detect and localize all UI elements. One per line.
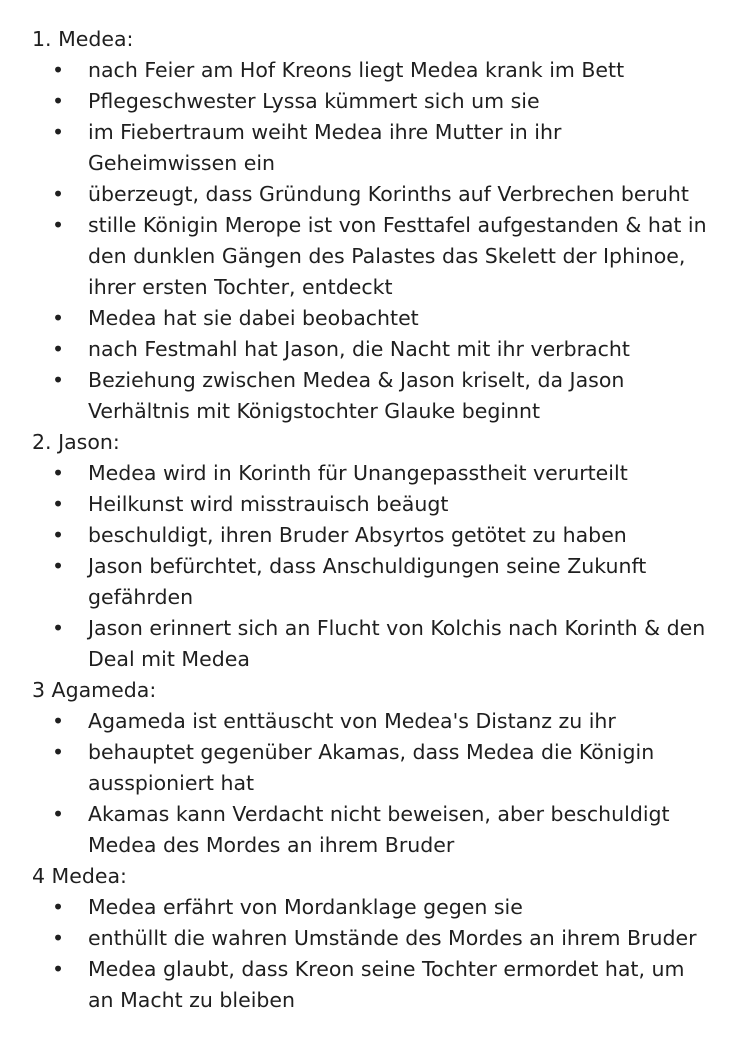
bullet-icon: • — [52, 182, 65, 206]
list-item-text: Jason befürchtet, dass Anschuldigungen seine Zukunft gefährden — [88, 554, 647, 609]
bullet-icon: • — [52, 895, 65, 919]
list-item — [52, 334, 730, 365]
bullet-icon: • — [52, 461, 65, 485]
list-item — [52, 551, 730, 613]
list-item-text: Medea hat sie dabei beobachtet — [88, 306, 419, 330]
list-item-text: nach Feier am Hof Kreons liegt Medea krank im Bett — [88, 58, 625, 82]
list-item — [52, 365, 730, 427]
bullet-icon: • — [52, 554, 65, 578]
list-item — [52, 458, 730, 489]
bullet-icon: • — [52, 492, 65, 516]
bullet-icon: • — [52, 957, 65, 981]
list-item — [52, 799, 730, 861]
list-item — [52, 210, 730, 303]
bullet-icon: • — [52, 306, 65, 330]
bullet-icon: • — [52, 213, 65, 237]
section-1 — [32, 24, 730, 427]
section-heading: 3 Agameda: — [32, 678, 157, 702]
bullet-icon: • — [52, 709, 65, 733]
list-item — [52, 954, 730, 1016]
list-item — [52, 892, 730, 923]
list-item — [52, 706, 730, 737]
bullet-list — [32, 892, 730, 1016]
bullet-icon: • — [52, 926, 65, 950]
bullet-icon: • — [52, 337, 65, 361]
bullet-icon: • — [52, 802, 65, 826]
list-item — [52, 303, 730, 334]
list-item-text: Akamas kann Verdacht nicht beweisen, aber beschuldigt Medea des Mordes an ihrem Bruder — [88, 802, 670, 857]
list-item — [52, 86, 730, 117]
bullet-list — [32, 55, 730, 427]
list-item — [52, 520, 730, 551]
section-heading: 1. Medea: — [32, 27, 134, 51]
list-item — [52, 613, 730, 675]
bullet-list — [32, 458, 730, 675]
list-item-text: Medea erfährt von Mordanklage gegen sie — [88, 895, 523, 919]
section-4 — [32, 861, 730, 1016]
list-item-text: beschuldigt, ihren Bruder Absyrtos getötet zu haben — [88, 523, 627, 547]
section-heading: 2. Jason: — [32, 430, 120, 454]
list-item-text: Jason erinnert sich an Flucht von Kolchis nach Korinth & den Deal mit Medea — [88, 616, 706, 671]
list-item — [52, 179, 730, 210]
list-item — [52, 923, 730, 954]
bullet-icon: • — [52, 616, 65, 640]
list-item-text: Agameda ist enttäuscht von Medea's Distanz zu ihr — [88, 709, 616, 733]
list-item-text: enthüllt die wahren Umstände des Mordes an ihrem Bruder — [88, 926, 697, 950]
bullet-icon: • — [52, 368, 65, 392]
list-item — [52, 117, 730, 179]
list-item-text: überzeugt, dass Gründung Korinths auf Verbrechen beruht — [88, 182, 689, 206]
list-item-text: behauptet gegenüber Akamas, dass Medea die Königin ausspioniert hat — [88, 740, 655, 795]
list-item — [52, 55, 730, 86]
list-item-text: stille Königin Merope ist von Festtafel aufgestanden & hat in den dunklen Gängen des Palastes das Skelett der Iphinoe, ihrer ersten Tochter, entdeckt — [88, 213, 707, 299]
bullet-icon: • — [52, 58, 65, 82]
section-heading: 4 Medea: — [32, 864, 127, 888]
section-3 — [32, 675, 730, 861]
bullet-icon: • — [52, 120, 65, 144]
list-item-text: Medea glaubt, dass Kreon seine Tochter ermordet hat, um an Macht zu bleiben — [88, 957, 685, 1012]
list-item-text: nach Festmahl hat Jason, die Nacht mit ihr verbracht — [88, 337, 630, 361]
list-item-text: Beziehung zwischen Medea & Jason kriselt, da Jason Verhältnis mit Königstochter Glauke beginnt — [88, 368, 625, 423]
list-item-text: im Fiebertraum weiht Medea ihre Mutter in ihr Geheimwissen ein — [88, 120, 562, 175]
bullet-list — [32, 706, 730, 861]
bullet-icon: • — [52, 89, 65, 113]
list-item-text: Heilkunst wird misstrauisch beäugt — [88, 492, 449, 516]
list-item-text: Pflegeschwester Lyssa kümmert sich um sie — [88, 89, 540, 113]
list-item — [52, 489, 730, 520]
bullet-icon: • — [52, 523, 65, 547]
bullet-icon: • — [52, 740, 65, 764]
list-item-text: Medea wird in Korinth für Unangepasstheit verurteilt — [88, 461, 628, 485]
list-item — [52, 737, 730, 799]
section-2 — [32, 427, 730, 675]
